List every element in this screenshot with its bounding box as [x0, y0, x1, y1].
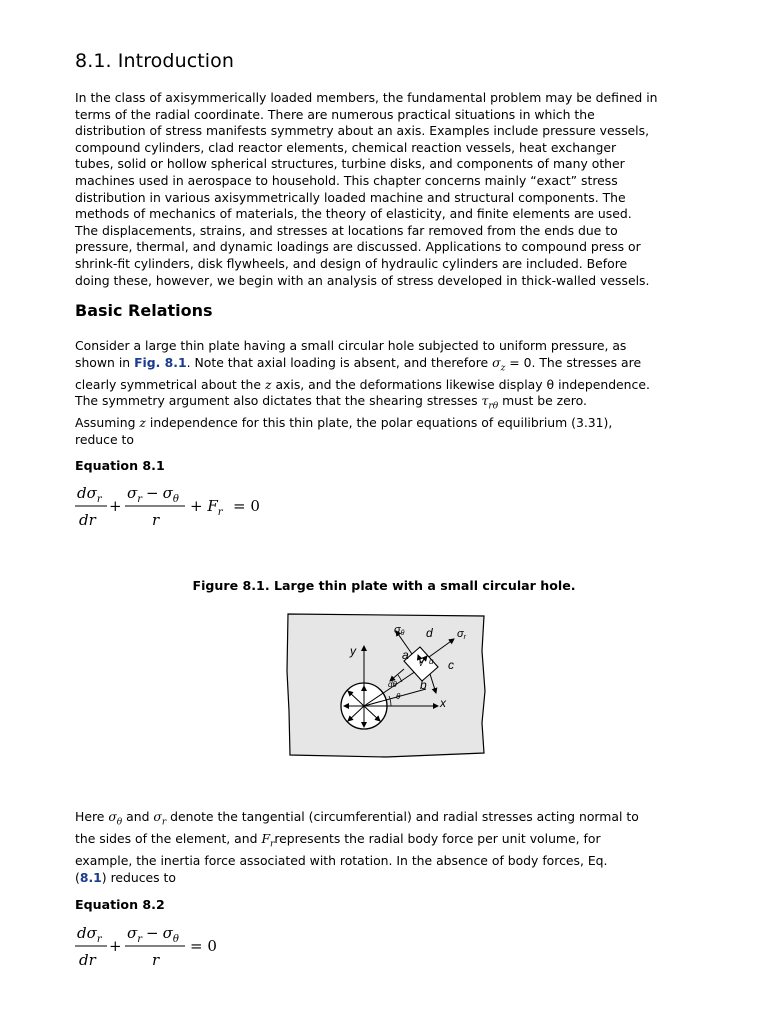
intro-line: The displacements, strains, and stresses at locations far removed from the ends due to	[75, 222, 618, 238]
basic-line-6: reduce to	[75, 431, 134, 447]
eq1-num2: $\sigma_r - \sigma_\theta$	[127, 484, 179, 505]
intro-line: machines used in aerospace to household. This chapter concerns mainly “exact” stress	[75, 172, 618, 188]
label-x: x	[440, 696, 446, 710]
label-sigma-r: σr	[457, 628, 466, 641]
label-c: c	[448, 658, 454, 672]
eq2-den2: r	[152, 951, 160, 969]
label-v: v	[419, 659, 423, 668]
label-sigma-theta: σθ	[394, 624, 405, 637]
label-d: d	[426, 626, 433, 640]
after-line-1: Here $\sigma_\theta$ and $\sigma_r$ denote the tangential (circumferential) and radial stresses acting normal to	[75, 809, 639, 828]
figure-8-1-plate-diagram	[286, 611, 488, 759]
intro-line: pressure, thermal, and dynamic loadings are discussed. Applications to compound press or	[75, 239, 641, 255]
after-figure-paragraph	[75, 809, 700, 886]
intro-line: methods of mechanics of materials, the theory of elasticity, and finite elements are used.	[75, 206, 632, 222]
label-b: b	[420, 678, 427, 692]
equation-8-1	[75, 480, 295, 532]
basic-line-4: The symmetry argument also dictates that the shearing stresses $\tau_{r\theta}$ must be zero.	[75, 393, 587, 412]
label-dtheta: dθ	[388, 680, 397, 689]
eq2-den1: dr	[79, 951, 96, 969]
basic-relations-heading: Basic Relations	[75, 301, 213, 320]
eq1-num1: $d\sigma_r$	[77, 484, 102, 505]
section-title: 8.1. Introduction	[75, 50, 235, 72]
eq2-rhs: = 0	[190, 937, 217, 955]
fig-8-1-link[interactable]: Fig. 8.1	[134, 354, 187, 370]
basic-line-5: Assuming z independence for this thin plate, the polar equations of equilibrium (3.31),	[75, 415, 613, 431]
basic-line-3: clearly symmetrical about the z axis, and the deformations likewise display θ independence.	[75, 376, 650, 392]
intro-line: In the class of axisymmerically loaded members, the fundamental problem may be defined in	[75, 90, 658, 105]
equation-8-2-label: Equation 8.2	[75, 897, 165, 912]
eq2-num2: $\sigma_r - \sigma_\theta$	[127, 924, 179, 945]
label-u: u	[429, 657, 434, 666]
label-a: a	[402, 648, 409, 662]
eq2-plus: +	[109, 937, 122, 955]
after-line-4: (8.1) reduces to	[75, 869, 177, 885]
intro-line: doing these, however, we begin with an analysis of stress developed in thick-walled vessels.	[75, 272, 650, 288]
intro-line: distribution in various axisymmetrically loaded machine and structural components. The	[75, 189, 626, 205]
figure-8-1-caption: Figure 8.1. Large thin plate with a small circular hole.	[192, 578, 576, 593]
eq1-den1: dr	[79, 511, 96, 529]
intro-line: shrink-fit cylinders, disk flywheels, and design of hydraulic cylinders are included. Before	[75, 255, 628, 271]
after-line-3: example, the inertia force associated with rotation. In the absence of body forces, Eq.	[75, 853, 608, 869]
basic-line-2: shown in Fig. 8.1. Note that axial loading is absent, and therefore $\sigma_z = 0$. The stresses are	[75, 354, 642, 374]
basic-relations-paragraph	[75, 338, 700, 449]
label-theta: θ	[396, 692, 401, 701]
eq2-num1: $d\sigma_r$	[77, 924, 102, 945]
after-line-2: the sides of the element, and $F_rrepresents$ the radial body force per unit volume, for	[75, 831, 601, 850]
intro-line: tubes, solid or hollow spherical structures, turbine disks, and components of many other	[75, 156, 625, 172]
eq-8-1-link[interactable]: 8.1	[79, 869, 102, 885]
intro-line: distribution of stress manifests symmetry about an axis. Examples include pressure vessels,	[75, 123, 650, 139]
eq1-plus: +	[109, 497, 122, 515]
intro-paragraph	[75, 90, 700, 289]
eq1-rhs: = 0	[233, 497, 260, 515]
thin-plate-shape	[287, 614, 485, 757]
intro-line: terms of the radial coordinate. There are numerous practical situations in which the	[75, 106, 595, 122]
eq1-tail: + $F_r$	[190, 497, 223, 518]
intro-line: compound cylinders, clad reactor elements, chemical reaction vessels, heat exchanger	[75, 139, 617, 155]
label-y: y	[350, 644, 356, 658]
equation-8-2	[75, 920, 255, 972]
equation-8-1-label: Equation 8.1	[75, 458, 165, 473]
basic-line-1: Consider a large thin plate having a small circular hole subjected to uniform pressure, as	[75, 338, 627, 353]
eq1-den2: r	[152, 511, 160, 529]
